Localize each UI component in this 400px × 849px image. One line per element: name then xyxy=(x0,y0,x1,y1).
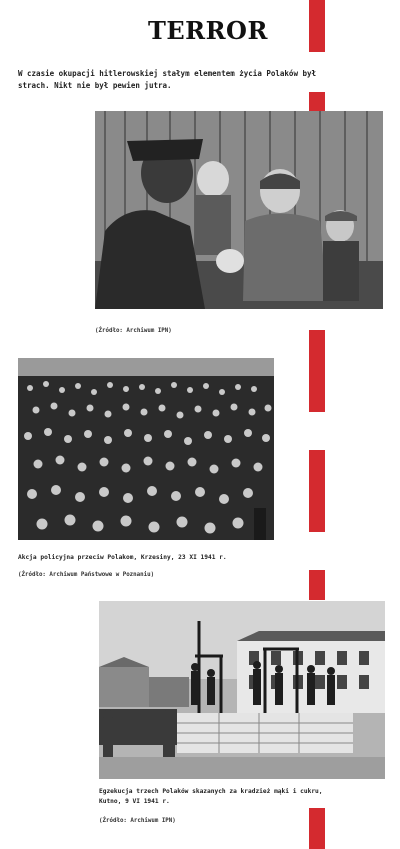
photo-execution-kutno xyxy=(99,601,385,779)
intro-text: W czasie okupacji hitlerowskiej stałym elementem życia Polaków był strach. Nikt nie był pewien jutra. xyxy=(18,69,317,90)
photo-1-source: (Źródło: Archiwum IPN) xyxy=(95,328,172,334)
red-accent-bar-3 xyxy=(309,330,325,412)
red-accent-bar-1 xyxy=(309,0,325,52)
photo-family-interrogation xyxy=(95,111,383,309)
photo-3-caption-line-2: Kutno, 9 VI 1941 r. xyxy=(99,798,170,805)
red-accent-bar-6 xyxy=(309,808,325,849)
photo-3-caption xyxy=(99,787,323,807)
photo-3-caption-line-1: Egzekucja trzech Polaków skazanych za kradzież mąki i cukru, xyxy=(99,788,323,795)
photo-2-caption: Akcja policyjna przeciw Polakom, Krzesiny, 23 XI 1941 r. xyxy=(18,554,227,561)
red-accent-bar-5 xyxy=(309,570,325,600)
page-title: TERROR xyxy=(148,16,268,45)
photo-police-action-crowd xyxy=(18,358,274,540)
photo-3-source: (Źródło: Archiwum IPN) xyxy=(99,818,176,824)
photo-2-source: (Źródło: Archiwum Państwowe w Poznaniu) xyxy=(18,572,155,578)
red-accent-bar-2 xyxy=(309,92,325,112)
red-accent-bar-4 xyxy=(309,450,325,532)
